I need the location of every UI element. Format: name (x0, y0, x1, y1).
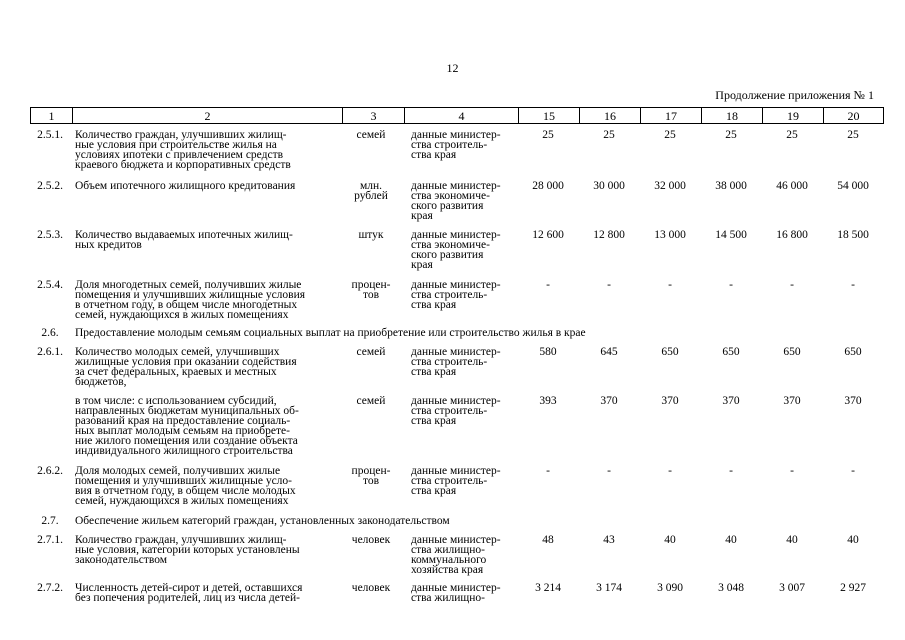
indicator-name (75, 130, 331, 170)
source-cell (411, 347, 516, 377)
indicator-name (75, 583, 331, 603)
indicator-name (75, 535, 331, 565)
value-cell-20: 25 (847, 129, 859, 141)
value-cell-16: 645 (600, 346, 618, 358)
source-cell (411, 396, 516, 426)
indicator-name-line: за счет федеральных, краевых и местных (75, 366, 277, 378)
source-cell (411, 130, 516, 160)
indicator-name-line: ных выплат молодым семьям на приобрете- (75, 425, 290, 437)
value-cell-19: - (790, 465, 794, 477)
source-cell (411, 230, 516, 270)
indicator-name-line: законодательством (75, 554, 168, 566)
source-line: ства края (411, 149, 457, 161)
value-cell-15: 12 600 (532, 229, 564, 241)
header-cell-15: 15 (519, 108, 580, 124)
indicator-name-line: краевого бюджета и корпоративных средств (75, 159, 291, 171)
value-cell-20: 18 500 (837, 229, 869, 241)
source-line: ства края (411, 366, 457, 378)
indicator-name-line: индивидуального жилищного строительства (75, 445, 293, 457)
value-cell-16: - (607, 465, 611, 477)
unit-cell (342, 583, 400, 593)
indicator-name-line: семей, нуждающихся в жилых помещениях (75, 309, 289, 321)
unit-line: рублей (354, 190, 388, 202)
value-cell-20: 370 (844, 395, 862, 407)
value-cell-15: 25 (542, 129, 554, 141)
indicator-name-line: Доля многодетных семей, получивших жилые (75, 279, 302, 291)
indicator-name-line: ные условия, категории которых установлены (75, 544, 300, 556)
section-number: 2.6. (41, 327, 59, 339)
value-cell-15: 393 (539, 395, 557, 407)
unit-cell (342, 280, 400, 300)
unit-cell (342, 535, 400, 545)
unit-cell (342, 396, 400, 406)
source-line: коммунального (411, 554, 487, 566)
indicator-name-line: Объем ипотечного жилищного кредитования (75, 180, 296, 192)
value-cell-20: 2 927 (840, 582, 866, 594)
unit-line: тов (362, 475, 380, 487)
section-number: 2.7. (41, 515, 59, 527)
value-cell-18: 650 (722, 346, 740, 358)
source-line: ства строитель- (411, 356, 488, 368)
indicator-name-line: семей, нуждающихся в жилых помещениях (75, 495, 289, 507)
header-cell-1: 1 (31, 108, 73, 124)
value-cell-19: 370 (783, 395, 801, 407)
source-cell (411, 466, 516, 496)
value-cell-15: 580 (539, 346, 557, 358)
row-number: 2.7.2. (37, 582, 63, 594)
value-cell-16: 370 (600, 395, 618, 407)
source-line: данные министер- (411, 582, 501, 594)
header-cell-18: 18 (702, 108, 763, 124)
indicator-name-line: Количество граждан, улучшивших жилищ- (75, 129, 287, 141)
source-line: данные министер- (411, 180, 501, 192)
source-cell (411, 583, 516, 603)
value-cell-18: 38 000 (715, 180, 747, 192)
column-header-table (30, 107, 884, 124)
source-line: данные министер- (411, 279, 501, 291)
value-cell-20: 40 (847, 534, 859, 546)
indicator-name (75, 466, 331, 506)
value-cell-17: 3 090 (657, 582, 683, 594)
header-cell-20: 20 (824, 108, 884, 124)
page-number: 12 (446, 61, 459, 75)
value-cell-16: 3 174 (596, 582, 622, 594)
source-line: ского развития (411, 200, 484, 212)
source-line: края (411, 210, 433, 222)
indicator-name-line: помещения и улучшивших жилищные усло- (75, 475, 293, 487)
unit-line: семей (356, 129, 386, 141)
value-cell-19: 650 (783, 346, 801, 358)
value-cell-16: 12 800 (593, 229, 625, 241)
indicator-name (75, 230, 331, 250)
indicator-name-line: без попечения родителей, лиц из числа детей- (75, 592, 300, 604)
value-cell-18: 14 500 (715, 229, 747, 241)
value-cell-18: 3 048 (718, 582, 744, 594)
continuation-label: Продолжение приложения № 1 (715, 88, 874, 102)
value-cell-15: 3 214 (535, 582, 561, 594)
unit-line: семей (356, 346, 386, 358)
row-number: 2.6.1. (37, 346, 63, 358)
value-cell-18: 40 (725, 534, 737, 546)
section-title: Предоставление молодым семьям социальных выплат на приобретение или строительство жилья в крае (75, 327, 586, 339)
unit-line: процен- (351, 279, 391, 291)
value-cell-17: 40 (664, 534, 676, 546)
indicator-name-line: вия в отчетном году, в общем числе молодых (75, 485, 296, 497)
source-line: ства края (411, 299, 457, 311)
value-cell-16: 25 (603, 129, 615, 141)
row-number: 2.6.2. (37, 465, 63, 477)
value-cell-20: - (851, 465, 855, 477)
row-number: 2.7.1. (37, 534, 63, 546)
indicator-name-line: направленных бюджетам муниципальных об- (75, 405, 299, 417)
source-line: данные министер- (411, 229, 501, 241)
indicator-name-line: ных кредитов (75, 239, 142, 251)
value-cell-18: 25 (725, 129, 737, 141)
indicator-name-line: разований края на предоставление социаль- (75, 415, 291, 427)
indicator-name-line: Количество выдаваемых ипотечных жилищ- (75, 229, 293, 241)
section-title: Обеспечение жильем категорий граждан, установленных законодательством (75, 515, 450, 527)
source-line: данные министер- (411, 129, 501, 141)
value-cell-15: - (546, 279, 550, 291)
indicator-name-line: бюджетов, (75, 376, 127, 388)
value-cell-15: 28 000 (532, 180, 564, 192)
row-number: 2.5.3. (37, 229, 63, 241)
source-line: данные министер- (411, 534, 501, 546)
source-line: ства строитель- (411, 139, 488, 151)
indicator-name-line: Доля молодых семей, получивших жилые (75, 465, 281, 477)
unit-line: тов (362, 289, 380, 301)
source-line: данные министер- (411, 465, 501, 477)
value-cell-16: 43 (603, 534, 615, 546)
unit-cell (342, 230, 400, 240)
value-cell-19: 40 (786, 534, 798, 546)
indicator-name-line: жилищные условия при оказании содействия (75, 356, 297, 368)
source-line: ства края (411, 485, 457, 497)
unit-line: семей (356, 395, 386, 407)
header-cell-4: 4 (405, 108, 519, 124)
value-cell-19: 3 007 (779, 582, 805, 594)
value-cell-20: - (851, 279, 855, 291)
indicator-name-line: ние жилого помещения или создание объекта (75, 435, 298, 447)
value-cell-15: - (546, 465, 550, 477)
row-number: 2.5.4. (37, 279, 63, 291)
source-line: ства жилищно- (411, 592, 485, 604)
indicator-name-line: Количество молодых семей, улучшивших (75, 346, 280, 358)
row-number: 2.5.1. (37, 129, 63, 141)
indicator-name (75, 280, 331, 320)
value-cell-17: 370 (661, 395, 679, 407)
value-cell-19: 25 (786, 129, 798, 141)
source-line: хозяйства края (411, 564, 484, 576)
value-cell-17: 13 000 (654, 229, 686, 241)
source-line: ства края (411, 415, 457, 427)
source-line: ского развития (411, 249, 484, 261)
indicator-name-line: Количество граждан, улучшивших жилищ- (75, 534, 287, 546)
value-cell-17: - (668, 279, 672, 291)
value-cell-20: 54 000 (837, 180, 869, 192)
value-cell-15: 48 (542, 534, 554, 546)
indicator-name-line: условиях ипотеки с привлечением средств (75, 149, 284, 161)
unit-cell (342, 130, 400, 140)
value-cell-17: - (668, 465, 672, 477)
source-line: данные министер- (411, 346, 501, 358)
value-cell-19: 16 800 (776, 229, 808, 241)
header-cell-17: 17 (641, 108, 702, 124)
value-cell-17: 650 (661, 346, 679, 358)
source-cell (411, 535, 516, 575)
source-line: ства экономиче- (411, 190, 490, 202)
value-cell-19: 46 000 (776, 180, 808, 192)
source-line: края (411, 259, 433, 271)
indicator-name-line: ные условия при строительстве жилья на (75, 139, 277, 151)
value-cell-16: - (607, 279, 611, 291)
indicator-name-line: в том числе: с использованием субсидий, (75, 395, 277, 407)
value-cell-17: 25 (664, 129, 676, 141)
indicator-name (75, 347, 331, 387)
value-cell-17: 32 000 (654, 180, 686, 192)
header-cell-19: 19 (763, 108, 824, 124)
indicator-name (75, 181, 331, 191)
unit-line: млн. (359, 180, 383, 192)
indicator-name-line: в отчетном году, в общем числе многодетных (75, 299, 298, 311)
unit-cell (342, 347, 400, 357)
source-line: данные министер- (411, 395, 501, 407)
indicator-name-line: Численность детей-сирот и детей, оставшихся (75, 582, 303, 594)
source-line: ства экономиче- (411, 239, 490, 251)
header-cell-16: 16 (580, 108, 641, 124)
indicator-name (75, 396, 331, 456)
value-cell-18: - (729, 279, 733, 291)
unit-line: человек (351, 534, 391, 546)
unit-line: процен- (351, 465, 391, 477)
source-line: ства строитель- (411, 475, 488, 487)
header-cell-3: 3 (343, 108, 405, 124)
unit-cell (342, 466, 400, 486)
source-line: ства жилищно- (411, 544, 485, 556)
unit-line: человек (351, 582, 391, 594)
source-line: ства строитель- (411, 405, 488, 417)
unit-cell (342, 181, 400, 201)
source-line: ства строитель- (411, 289, 488, 301)
indicator-name-line: помещения и улучшивших жилищные условия (75, 289, 306, 301)
value-cell-16: 30 000 (593, 180, 625, 192)
unit-line: штук (358, 229, 384, 241)
source-cell (411, 280, 516, 310)
value-cell-18: 370 (722, 395, 740, 407)
row-number: 2.5.2. (37, 180, 63, 192)
value-cell-20: 650 (844, 346, 862, 358)
source-cell (411, 181, 516, 221)
value-cell-19: - (790, 279, 794, 291)
value-cell-18: - (729, 465, 733, 477)
header-cell-2: 2 (73, 108, 343, 124)
